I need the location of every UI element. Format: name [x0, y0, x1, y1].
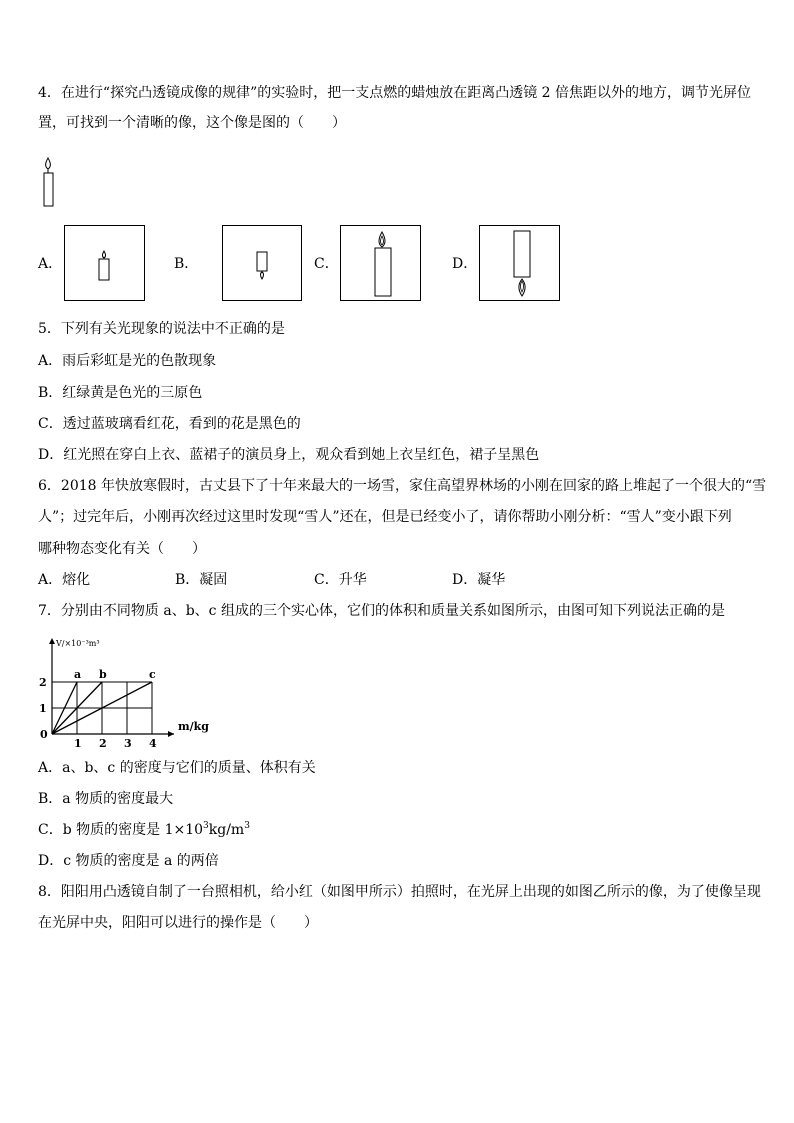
- graph-axes: [49, 638, 174, 737]
- q8-stem-line1: 8．阳阳用凸透镜自制了一台照相机，给小红（如图甲所示）拍照时，在光屏上出现的如图乙所示的像，为了使像呈现: [38, 884, 761, 900]
- q5-option-b[interactable]: B．红绿黄是色光的三原色: [38, 385, 203, 401]
- series-label-c: c: [149, 668, 156, 681]
- q7-option-a[interactable]: A．a、b、c 的密度与它们的质量、体积有关: [38, 760, 316, 776]
- q7-option-c[interactable]: [38, 821, 250, 839]
- q5-stem: 5．下列有关光现象的说法中不正确的是: [38, 321, 285, 337]
- y-tick-label: 1: [39, 702, 47, 715]
- q4-option-b-image[interactable]: [222, 225, 302, 301]
- q4-option-a-image[interactable]: [64, 225, 145, 301]
- candle-body: [44, 173, 53, 206]
- q4-option-c-label: C．: [314, 256, 339, 272]
- y-tick-label: 2: [39, 676, 47, 689]
- graph-labels: [39, 639, 209, 748]
- q6-stem-line2: 人”；过完年后，小刚再次经过这里时发现“雪人”还在，但是已经变小了，请你帮助小刚分析：“雪人”变小跟下列: [38, 509, 732, 525]
- reference-candle-figure: [38, 155, 58, 211]
- q7-option-c-unit-exp: 3: [244, 821, 250, 831]
- y-axis-arrow: [49, 638, 55, 644]
- origin-label: 0: [40, 728, 48, 741]
- q6-stem-line1: 6．2018 年快放寒假时，古丈县下了十年来最大的一场雪，家住高望界林场的小刚在回家的路上堆起了一个很大的“雪: [38, 478, 767, 494]
- series-label-b: b: [99, 668, 107, 681]
- q6-option-b[interactable]: B．凝固: [175, 572, 228, 588]
- q4-option-d-image[interactable]: [479, 225, 560, 301]
- q7-volume-mass-graph: [34, 634, 214, 748]
- q4-option-b-label: B．: [174, 256, 199, 272]
- q4-stem-line2: 置，可找到一个清晰的像，这个像是图的（ ）: [38, 115, 346, 131]
- q7-option-b[interactable]: B．a 物质的密度最大: [38, 791, 174, 807]
- q6-stem-line3: 哪种物态变化有关（ ）: [38, 541, 206, 557]
- q7-option-d[interactable]: D．c 物质的密度是 a 的两倍: [38, 853, 219, 869]
- q6-option-c[interactable]: C．升华: [314, 572, 367, 588]
- q6-option-d[interactable]: D．凝华: [452, 572, 506, 588]
- q7-option-c-unit: kg/m: [208, 822, 245, 838]
- q5-option-d[interactable]: D．红光照在穿白上衣、蓝裙子的演员身上，观众看到她上衣呈红色，裙子呈黑色: [38, 447, 540, 463]
- y-axis-label: V/×10⁻³m³: [56, 639, 100, 648]
- q4-option-c-image[interactable]: [340, 225, 421, 301]
- q4-stem-line1: 4．在进行“探究凸透镜成像的规律”的实验时，把一支点燃的蜡烛放在距离凸透镜 2 倍焦距以外的地方，调节光屏位: [38, 85, 752, 101]
- x-tick-label: 3: [124, 737, 132, 748]
- x-tick-label: 2: [99, 737, 107, 748]
- q7-option-c-exp: 3: [203, 821, 209, 831]
- q7-option-c-text: C．b 物质的密度是 1×10: [38, 822, 204, 838]
- q6-option-a[interactable]: A．熔化: [38, 572, 91, 588]
- q4-option-a-label: A．: [38, 256, 63, 272]
- q5-option-a[interactable]: A．雨后彩虹是光的色散现象: [38, 353, 217, 369]
- q7-stem: 7．分别由不同物质 a、b、c 组成的三个实心体，它们的体积和质量关系如图所示，由图可知下列说法正确的是: [38, 603, 725, 619]
- q8-stem-line2: 在光屏中央，阳阳可以进行的操作是（ ）: [38, 915, 318, 931]
- flame-icon: [46, 158, 51, 169]
- q4-option-d-label: D．: [452, 256, 478, 272]
- x-axis-label: m/kg: [178, 720, 209, 733]
- q6-options: [38, 571, 738, 589]
- series-label-a: a: [74, 668, 82, 681]
- x-tick-label: 1: [74, 737, 82, 748]
- q5-option-c[interactable]: C．透过蓝玻璃看红花，看到的花是黑色的: [38, 416, 301, 432]
- x-axis-arrow: [168, 731, 174, 737]
- x-tick-label: 4: [149, 737, 157, 748]
